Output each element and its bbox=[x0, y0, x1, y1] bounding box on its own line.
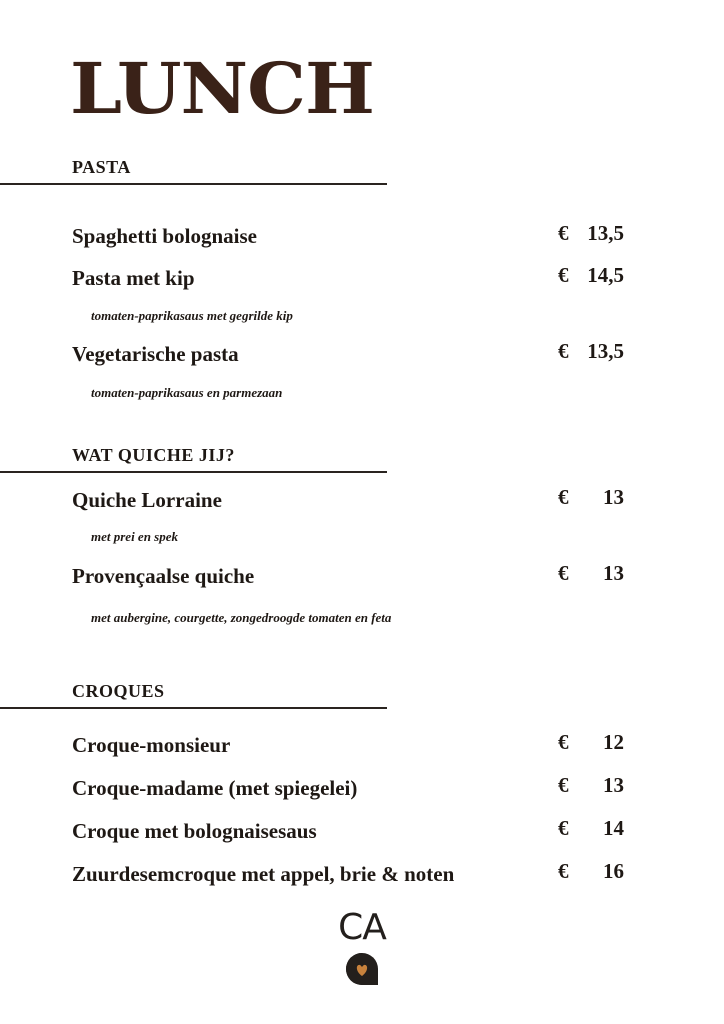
price-value: 12 bbox=[603, 730, 624, 754]
menu-item-name: Vegetarische pasta bbox=[72, 342, 239, 366]
currency-symbol: € bbox=[558, 859, 569, 883]
menu-item-price bbox=[558, 859, 624, 884]
currency-symbol: € bbox=[558, 816, 569, 840]
menu-item-price bbox=[558, 561, 624, 586]
menu-item-price bbox=[558, 485, 624, 510]
menu-item-name: Zuurdesemcroque met appel, brie & noten bbox=[72, 862, 455, 886]
menu-item-name: Croque-monsieur bbox=[72, 733, 231, 757]
currency-symbol: € bbox=[558, 263, 569, 287]
menu-item-description: tomaten-paprikasaus en parmezaan bbox=[91, 385, 283, 400]
menu-item-name: Quiche Lorraine bbox=[72, 488, 222, 512]
brand-logo bbox=[334, 907, 390, 990]
page-title: LUNCH bbox=[70, 48, 374, 130]
logo-text: CA bbox=[338, 907, 386, 948]
currency-symbol: € bbox=[558, 485, 569, 509]
menu-item-price bbox=[558, 730, 624, 755]
menu-item-name: Croque-madame (met spiegelei) bbox=[72, 776, 358, 800]
currency-symbol: € bbox=[558, 730, 569, 754]
menu-item-price bbox=[558, 221, 624, 246]
menu-item-price bbox=[558, 773, 624, 798]
currency-symbol: € bbox=[558, 221, 569, 245]
section-heading-croques: CROQUES bbox=[72, 681, 165, 701]
menu-item-price bbox=[558, 816, 624, 841]
menu-item-name: Spaghetti bolognaise bbox=[72, 224, 257, 248]
menu-item-price bbox=[558, 263, 624, 288]
section-divider bbox=[0, 183, 387, 185]
price-value: 13 bbox=[603, 561, 624, 585]
section-heading-quiche: WAT QUICHE JIJ? bbox=[72, 445, 235, 465]
menu-item-description: tomaten-paprikasaus met gegrilde kip bbox=[91, 308, 293, 323]
currency-symbol: € bbox=[558, 561, 569, 585]
price-value: 14 bbox=[603, 816, 624, 840]
section-divider bbox=[0, 707, 387, 709]
section-heading-pasta: PASTA bbox=[72, 157, 131, 177]
menu-item-price bbox=[558, 339, 624, 364]
price-value: 13,5 bbox=[587, 339, 624, 363]
price-value: 13,5 bbox=[587, 221, 624, 245]
heart-pin-icon bbox=[345, 952, 379, 986]
menu-item-description: met aubergine, courgette, zongedroogde tomaten en feta bbox=[91, 610, 392, 625]
menu-item-name: Provençaalse quiche bbox=[72, 564, 255, 588]
menu-item-name: Pasta met kip bbox=[72, 266, 195, 290]
menu-item-name: Croque met bolognaisesaus bbox=[72, 819, 317, 843]
price-value: 14,5 bbox=[587, 263, 624, 287]
currency-symbol: € bbox=[558, 339, 569, 363]
price-value: 16 bbox=[603, 859, 624, 883]
currency-symbol: € bbox=[558, 773, 569, 797]
price-value: 13 bbox=[603, 485, 624, 509]
section-divider bbox=[0, 471, 387, 473]
menu-item-description: met prei en spek bbox=[91, 529, 179, 544]
price-value: 13 bbox=[603, 773, 624, 797]
